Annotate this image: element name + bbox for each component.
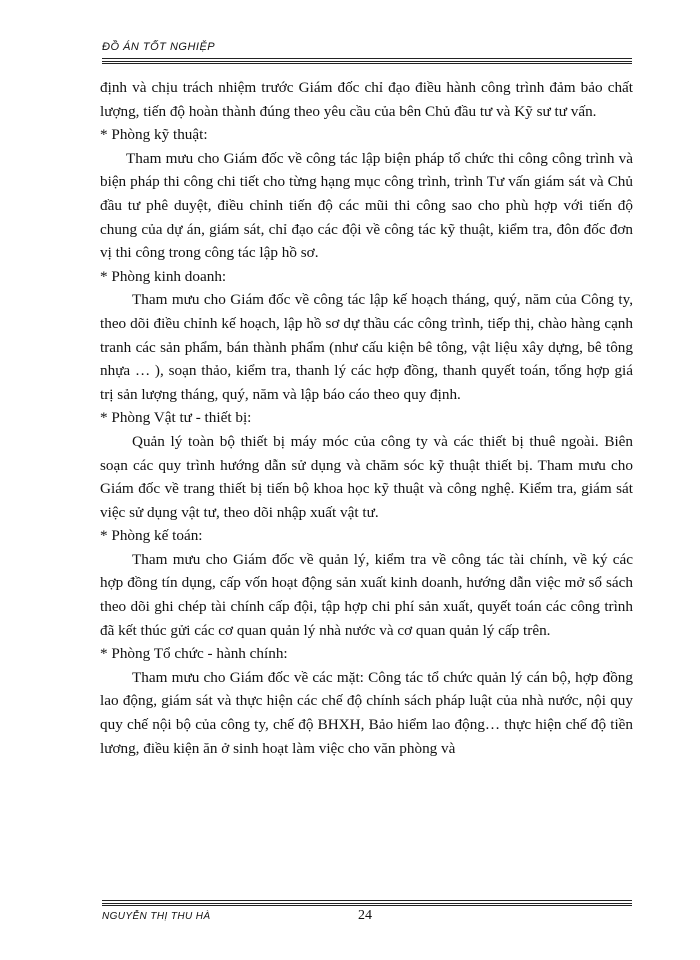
header-rule	[102, 58, 632, 59]
paragraph-continuation: định và chịu trách nhiệm trước Giám đốc chỉ đạo điều hành công trình đảm bảo chất lượng, tiến độ hoàn thành đúng theo yêu cầu của bên Chủ đầu tư và Kỹ sư tư vấn.	[100, 79, 633, 120]
section-heading-accounting: * Phòng kế toán:	[100, 527, 203, 545]
section-heading-business: * Phòng kinh doanh:	[100, 267, 227, 285]
footer-rule	[102, 903, 632, 904]
section-heading-administration: * Phòng Tổ chức - hành chính:	[100, 645, 288, 663]
footer-rule	[102, 905, 632, 906]
section-heading-materials: * Phòng Vật tư - thiết bị:	[100, 409, 252, 427]
page-number: 24	[358, 908, 372, 923]
footer-rule	[102, 900, 632, 901]
section-heading-technical: * Phòng kỹ thuật:	[100, 126, 208, 144]
document-body	[100, 76, 633, 760]
paragraph-technical: Tham mưu cho Giám đốc về công tác lập biện pháp tổ chức thi công công trình và biện pháp thi công chi tiết cho từng hạng mục công trình, trình Tư vấn giám sát và Chủ đầu tư phê duyệt, điều chỉnh tiến độ các mũi thi công sao cho phù hợp với tiến độ chung của dự án, giám sát, chỉ đạo các đội về công tác kỹ thuật, kiểm tra, đôn đốc đơn vị thi công trong công tác lập hồ sơ.	[100, 149, 633, 262]
paragraph-administration: Tham mưu cho Giám đốc về các mặt: Công tác tổ chức quản lý cán bộ, hợp đồng lao động, giám sát và thực hiện các chế độ chính sách pháp luật của nhà nước, nội quy quy chế nội bộ của công ty, chế độ BHXH, Bảo hiểm lao động… thực hiện chế độ tiền lương, điều kiện ăn ở sinh hoạt làm việc cho văn phòng và	[100, 668, 633, 757]
paragraph-accounting: Tham mưu cho Giám đốc về quản lý, kiểm tra về công tác tài chính, về ký các hợp đồng tín dụng, cấp vốn hoạt động sản xuất kinh doanh, hướng dẫn việc mở sổ sách theo dõi ghi chép tài chính cấp đội, tập hợp chi phí sản xuất, quyết toán các công trình đã kết thúc gửi các cơ quan quản lý nhà nước và cơ quan quản lý cấp trên.	[100, 550, 633, 639]
header-title: ĐỒ ÁN TỐT NGHIỆP	[102, 41, 216, 53]
footer-author: NGUYỄN THỊ THU HÀ	[102, 911, 211, 922]
header-rule	[102, 61, 632, 62]
header-rule	[102, 63, 632, 64]
paragraph-business: Tham mưu cho Giám đốc về công tác lập kế hoạch tháng, quý, năm của Công ty, theo dõi điều chỉnh kế hoạch, lập hồ sơ dự thầu các công trình, tiếp thị, chào hàng cạnh tranh các sản phẩm, bán thành phẩm (như cấu kiện bê tông, vật liệu xây dựng, bê tông nhựa … ), soạn thảo, kiểm tra, thanh lý các hợp đồng, thanh quyết toán, tổng hợp giá trị sản lượng tháng, quý, năm và lập báo cáo theo quy định.	[100, 291, 633, 403]
paragraph-materials: Quản lý toàn bộ thiết bị máy móc của công ty và các thiết bị thuê ngoài. Biên soạn các quy trình hướng dẫn sử dụng và chăm sóc kỹ thuật thiết bị. Tham mưu cho Giám đốc về trang thiết bị tiến bộ khoa học kỹ thuật và công nghệ. Kiểm tra, giám sát việc sử dụng vật tư, theo dõi nhập xuất vật tư.	[100, 432, 633, 521]
